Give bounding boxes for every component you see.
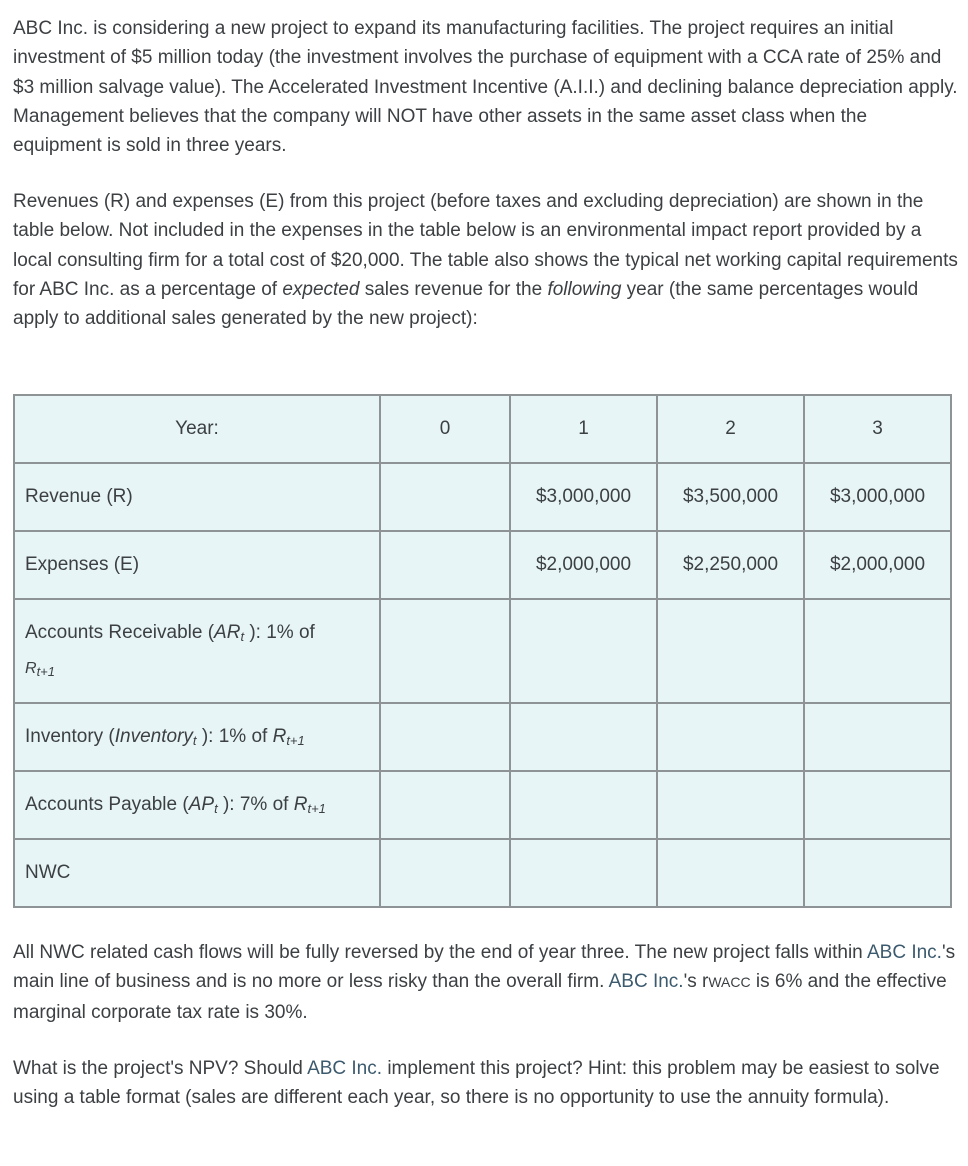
table-row-nwc bbox=[14, 839, 951, 907]
ar-year-2 bbox=[657, 599, 804, 703]
accounts-receivable-label-text bbox=[25, 616, 369, 686]
intro-paragraph-2-text-c: year (the same percentages would apply to additional sales generated by the new project): bbox=[13, 278, 919, 330]
ar-pre: Accounts Receivable ( bbox=[25, 622, 215, 643]
revenue-year-1: $3,000,000 bbox=[510, 463, 657, 531]
ap-year-3 bbox=[804, 771, 951, 839]
outro-p1-b: 's main line of business and is no more or less risky than the overall firm. bbox=[13, 942, 956, 993]
ap-rsub: t+1 bbox=[307, 801, 326, 816]
outro-p2-a: What is the project's NPV? Should bbox=[13, 1058, 308, 1079]
revenue-label: Revenue (R) bbox=[14, 463, 380, 531]
inventory-year-0 bbox=[380, 703, 510, 771]
ap-var: AP bbox=[188, 794, 215, 815]
year-3-cell: 3 bbox=[804, 395, 951, 463]
emphasis-expected: expected bbox=[282, 278, 360, 300]
ar-year-1 bbox=[510, 599, 657, 703]
table-row-revenue bbox=[14, 463, 951, 531]
accounts-payable-label bbox=[14, 771, 380, 839]
outro-paragraph-1 bbox=[13, 938, 958, 1027]
ar-r: R bbox=[25, 660, 37, 677]
expenses-year-2: $2,250,000 bbox=[657, 531, 804, 599]
intro-paragraph-1-text: ABC Inc. is considering a new project to expand its manufacturing facilities. The project requires an initial investment of $5 million today (the investment involves the purchase of equipment with a CCA rate of 25% and $3 million salvage value). The Accelerated Investment Incentive (A.I.I.) and declining balance depreciation apply. Management believes that the company will NOT have other assets in the same asset class when the equipment is sold in three years. bbox=[13, 18, 958, 157]
inv-var: Inventory bbox=[114, 726, 193, 747]
table-row-accounts-payable bbox=[14, 771, 951, 839]
inv-mid: ): 1% of bbox=[196, 726, 273, 747]
company-name-1: ABC Inc. bbox=[866, 942, 942, 963]
ap-year-2 bbox=[657, 771, 804, 839]
year-2-cell: 2 bbox=[657, 395, 804, 463]
intro-paragraph-2-text-b: sales revenue for the bbox=[359, 278, 548, 300]
expenses-year-3: $2,000,000 bbox=[804, 531, 951, 599]
outro-paragraph-2 bbox=[13, 1054, 958, 1113]
emphasis-following: following bbox=[547, 278, 622, 300]
revenue-year-3: $3,000,000 bbox=[804, 463, 951, 531]
revenue-year-2: $3,500,000 bbox=[657, 463, 804, 531]
ap-year-1 bbox=[510, 771, 657, 839]
outro-p1-a: All NWC related cash flows will be fully reversed by the end of year three. The new project falls within bbox=[13, 942, 867, 963]
wacc-sub: WACC bbox=[708, 974, 751, 991]
inventory-label bbox=[14, 703, 380, 771]
nwc-table bbox=[13, 394, 952, 908]
ap-sub: t bbox=[214, 801, 218, 816]
intro-paragraph-2-text-a: Revenues (R) and expenses (E) from this project (before taxes and excluding depreciation) are shown in the table below. Not included in the expenses in the table below is an environmental impact report provided by a local consulting firm for a total cost of $20,000. The table also shows the typical net working capital requirements for ABC Inc. as a percentage of bbox=[13, 191, 958, 300]
outro-p1-c: 's r bbox=[683, 971, 709, 993]
year-0-cell: 0 bbox=[380, 395, 510, 463]
expenses-label: Expenses (E) bbox=[14, 531, 380, 599]
nwc-year-1 bbox=[510, 839, 657, 907]
ar-year-3 bbox=[804, 599, 951, 703]
inventory-year-1 bbox=[510, 703, 657, 771]
company-name-2: ABC Inc. bbox=[608, 971, 684, 993]
inv-rsub: t+1 bbox=[286, 733, 305, 748]
revenue-year-0 bbox=[380, 463, 510, 531]
ap-mid: ): 7% of bbox=[217, 794, 294, 815]
outro-p2-b: implement this project? Hint: this problem may be easiest to solve using a table format (sales are different each year, so there is no opportunity to use the annuity formula). bbox=[13, 1058, 940, 1109]
nwc-year-2 bbox=[657, 839, 804, 907]
year-label: Year: bbox=[175, 418, 219, 439]
table-row-expenses bbox=[14, 531, 951, 599]
inv-pre: Inventory ( bbox=[25, 726, 115, 747]
table-header-row bbox=[14, 395, 951, 463]
year-label-cell bbox=[14, 395, 380, 463]
inv-sub: t bbox=[192, 733, 197, 748]
ar-sub: t bbox=[240, 629, 245, 644]
ap-r: R bbox=[293, 794, 308, 815]
nwc-year-0 bbox=[380, 839, 510, 907]
ar-rsub: t+1 bbox=[36, 664, 55, 679]
intro-paragraph-1 bbox=[13, 14, 958, 160]
company-name-3: ABC Inc. bbox=[307, 1058, 383, 1079]
ar-year-0 bbox=[380, 599, 510, 703]
ap-pre: Accounts Payable ( bbox=[25, 794, 189, 815]
inv-r: R bbox=[272, 726, 287, 747]
ar-mid: ): 1% of bbox=[244, 622, 315, 643]
ap-year-0 bbox=[380, 771, 510, 839]
table-row-inventory bbox=[14, 703, 951, 771]
inventory-year-2 bbox=[657, 703, 804, 771]
nwc-label: NWC bbox=[14, 839, 380, 907]
nwc-year-3 bbox=[804, 839, 951, 907]
year-1-cell: 1 bbox=[510, 395, 657, 463]
expenses-year-0 bbox=[380, 531, 510, 599]
inventory-year-3 bbox=[804, 703, 951, 771]
accounts-receivable-label bbox=[14, 599, 380, 703]
intro-paragraph-2 bbox=[13, 187, 958, 333]
ar-var: AR bbox=[214, 622, 241, 643]
outro-p1-d: is 6% and the effective marginal corporate tax rate is 30%. bbox=[13, 971, 947, 1023]
table-row-accounts-receivable bbox=[14, 599, 951, 703]
expenses-year-1: $2,000,000 bbox=[510, 531, 657, 599]
